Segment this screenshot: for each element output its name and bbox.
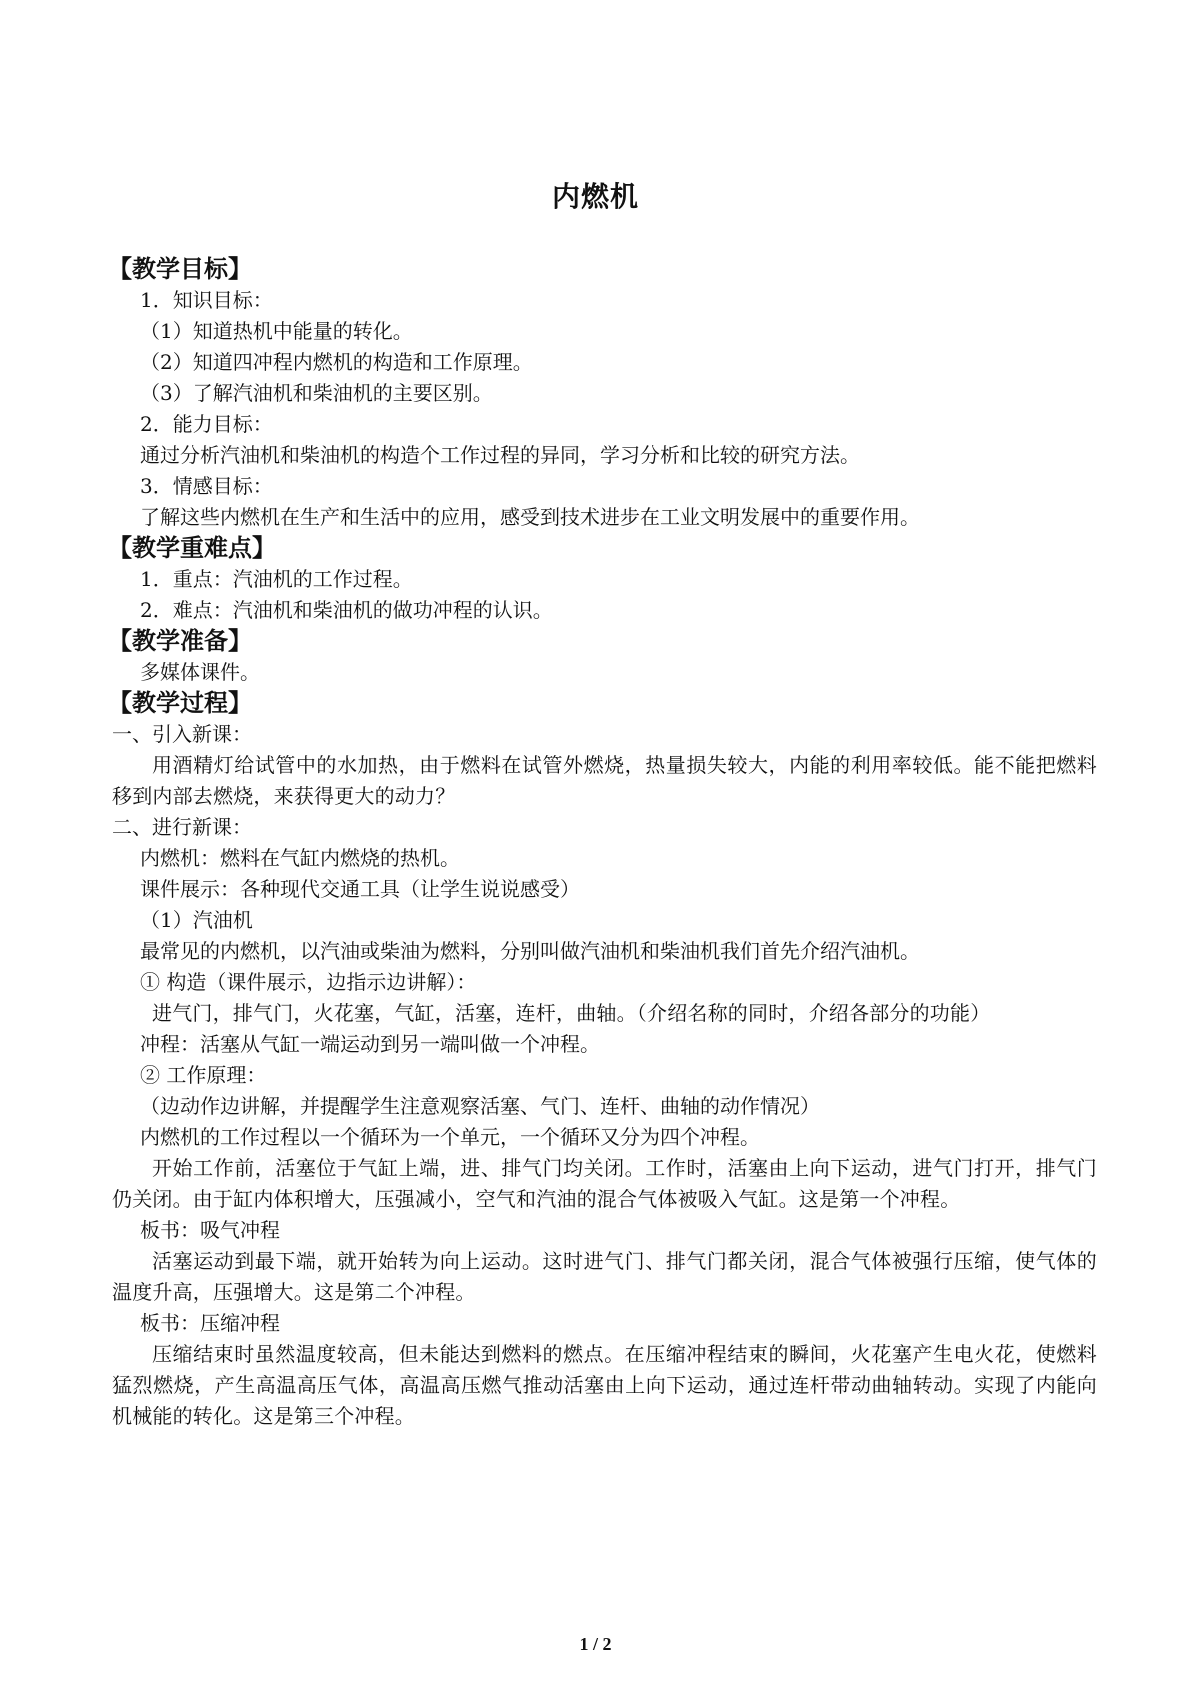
goal-knowledge-title: 1．知识目标：: [140, 288, 273, 312]
process-part-title: 一、引入新课：: [112, 722, 252, 746]
board-note: 板书：压缩冲程: [140, 1311, 280, 1335]
principle-note: （边动作边讲解，并提醒学生注意观察活塞、气门、连杆、曲轴的动作情况）: [140, 1094, 820, 1118]
section-heading-key-points: 【教学重难点】: [108, 534, 276, 562]
section-heading-goals: 【教学目标】: [108, 255, 252, 283]
structure-title: ① 构造（课件展示，边指示边讲解）：: [140, 970, 477, 994]
stroke-definition: 冲程：活塞从气缸一端运动到另一端叫做一个冲程。: [140, 1032, 600, 1056]
document-body: [108, 254, 1097, 1432]
section-heading-process: 【教学过程】: [108, 689, 252, 717]
process-part-title: 二、进行新课：: [112, 815, 252, 839]
compression-stroke-paragraph: 活塞运动到最下端，就开始转为向上运动。这时进气门、排气门都关闭，混合气体被强行压缩，使气体的温度升高，压强增大。这是第二个冲程。: [112, 1249, 1097, 1304]
page-number: 1 / 2: [579, 1634, 612, 1654]
definition-text: 内燃机：燃料在气缸内燃烧的热机。: [140, 846, 460, 870]
gasoline-engine-intro: 最常见的内燃机，以汽油或柴油为燃料，分别叫做汽油机和柴油机我们首先介绍汽油机。: [140, 939, 920, 963]
goal-emotion-text: 了解这些内燃机在生产和生活中的应用，感受到技术进步在工业文明发展中的重要作用。: [140, 505, 920, 529]
page-title: 内燃机: [551, 180, 639, 213]
gasoline-engine-title: （1）汽油机: [140, 908, 253, 932]
courseware-text: 课件展示：各种现代交通工具（让学生说说感受）: [140, 877, 580, 901]
key-point-item: 1．重点：汽油机的工作过程。: [140, 567, 413, 591]
board-note: 板书：吸气冲程: [140, 1218, 280, 1242]
goal-ability-title: 2．能力目标：: [140, 412, 273, 436]
key-point-item: 2．难点：汽油机和柴油机的做功冲程的认识。: [140, 598, 553, 622]
power-stroke-paragraph: 压缩结束时虽然温度较高，但未能达到燃料的燃点。在压缩冲程结束的瞬间，火花塞产生电火花，使燃料猛烈燃烧，产生高温高压气体，高温高压燃气推动活塞由上向下运动，通过连杆带动曲轴转动。实现了内能向机械能的转化。这是第三个冲程。: [112, 1342, 1097, 1428]
structure-text: 进气门，排气门，火花塞，气缸，活塞，连杆，曲轴。（介绍名称的同时，介绍各部分的功能）: [152, 1001, 991, 1025]
goal-emotion-title: 3．情感目标：: [140, 474, 273, 498]
goal-knowledge-item: （1）知道热机中能量的转化。: [140, 319, 413, 343]
process-paragraph: 用酒精灯给试管中的水加热，由于燃料在试管外燃烧，热量损失较大，内能的利用率较低。能不能把燃料移到内部去燃烧，来获得更大的动力？: [112, 753, 1097, 808]
preparation-text: 多媒体课件。: [140, 660, 260, 684]
goal-knowledge-item: （2）知道四冲程内燃机的构造和工作原理。: [140, 350, 533, 374]
cycle-text: 内燃机的工作过程以一个循环为一个单元，一个循环又分为四个冲程。: [140, 1125, 760, 1149]
intake-stroke-paragraph: 开始工作前，活塞位于气缸上端，进、排气门均关闭。工作时，活塞由上向下运动，进气门打开，排气门仍关闭。由于缸内体积增大，压强减小，空气和汽油的混合气体被吸入气缸。这是第一个冲程。: [112, 1156, 1097, 1211]
goal-knowledge-item: （3）了解汽油机和柴油机的主要区别。: [140, 381, 493, 405]
principle-title: ② 工作原理：: [140, 1063, 267, 1087]
goal-ability-text: 通过分析汽油机和柴油机的构造个工作过程的异同，学习分析和比较的研究方法。: [140, 443, 860, 467]
section-heading-preparation: 【教学准备】: [108, 627, 252, 655]
